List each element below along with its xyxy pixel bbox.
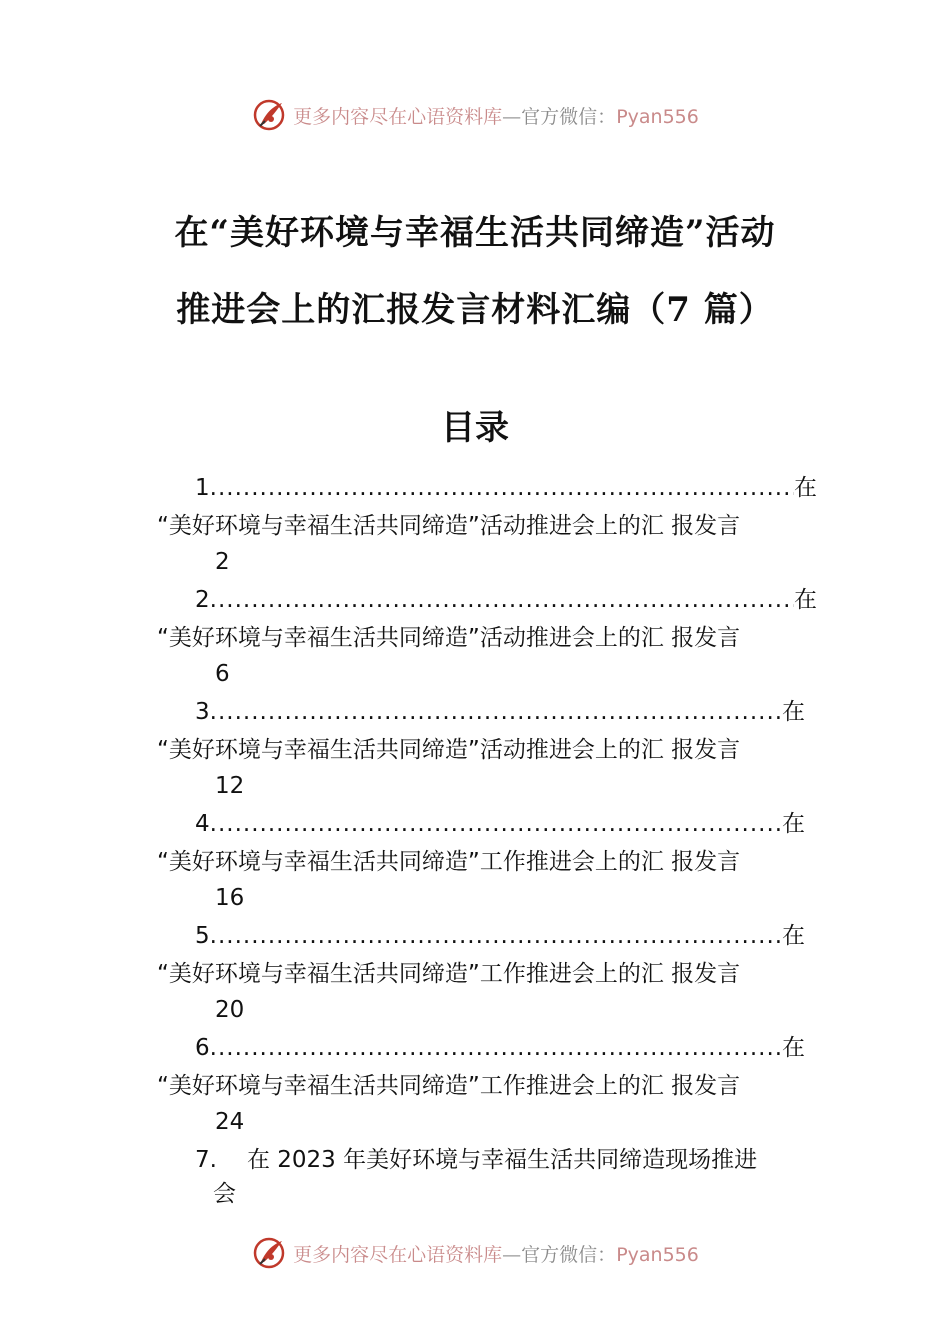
toc-entry-page: 2 <box>215 549 230 575</box>
header-banner <box>0 95 950 135</box>
toc-entry-number: 1 <box>195 475 210 501</box>
toc-entry-lead: 在 <box>782 699 805 725</box>
toc-entry[interactable] <box>0 694 950 806</box>
banner-wechat-id: Pyan556 <box>616 105 699 128</box>
toc-entry[interactable] <box>0 582 950 694</box>
banner-label: 官方微信： <box>521 105 617 128</box>
banner-separator: — <box>502 105 522 128</box>
toc-list <box>0 470 950 1222</box>
toc-entry-lead: 在 <box>782 811 805 837</box>
toc-entry-lead: 在 <box>782 923 805 949</box>
toc-entry-number: 5 <box>195 923 210 949</box>
toc-entry-title: “美好环境与幸福生活共同缔造”活动推进会上的汇 报发言 <box>157 737 741 763</box>
toc-entry-number: 7. <box>195 1147 217 1173</box>
toc-entry-number: 3 <box>195 699 210 725</box>
toc-entry-title: “美好环境与幸福生活共同缔造”工作推进会上的汇 报发言 <box>157 1073 741 1099</box>
toc-dot-leader <box>210 1030 782 1066</box>
toc-entry-page: 20 <box>215 997 245 1023</box>
toc-entry-title: “美好环境与幸福生活共同缔造”工作推进会上的汇 报发言 <box>157 849 741 875</box>
toc-entry-title: “美好环境与幸福生活共同缔造”工作推进会上的汇 报发言 <box>157 961 741 987</box>
toc-heading: 目录 <box>441 408 509 448</box>
document-title-line1: 在“美好环境与幸福生活共同缔造”活动 <box>174 213 776 253</box>
toc-dot-leader <box>210 470 794 506</box>
toc-entry-title-wrap: 会 <box>213 1181 236 1207</box>
banner-label: 官方微信： <box>521 1243 617 1266</box>
footer-banner <box>0 1233 950 1273</box>
toc-entry-title: “美好环境与幸福生活共同缔造”活动推进会上的汇 报发言 <box>157 513 741 539</box>
banner-wechat-id: Pyan556 <box>616 1243 699 1266</box>
banner-text: 更多内容尽在心语资料库 <box>293 1243 503 1266</box>
banner-text: 更多内容尽在心语资料库 <box>293 105 503 128</box>
toc-entry-title: 在 2023 年美好环境与幸福生活共同缔造现场推进 <box>246 1147 758 1173</box>
toc-entry-lead: 在 <box>782 1035 805 1061</box>
toc-entry-number: 4 <box>195 811 210 837</box>
toc-entry-page: 16 <box>215 885 245 911</box>
toc-entry-page: 12 <box>215 773 245 799</box>
toc-dot-leader <box>210 806 782 842</box>
toc-entry[interactable] <box>0 918 950 1030</box>
toc-entry[interactable] <box>0 1142 950 1222</box>
banner-separator: — <box>502 1243 522 1266</box>
toc-entry-title: “美好环境与幸福生活共同缔造”活动推进会上的汇 报发言 <box>157 625 741 651</box>
toc-dot-leader <box>210 582 794 618</box>
quill-logo-icon <box>251 1235 287 1271</box>
toc-entry-number: 6 <box>195 1035 210 1061</box>
toc-entry[interactable] <box>0 470 950 582</box>
toc-entry[interactable] <box>0 1030 950 1142</box>
toc-dot-leader <box>210 918 782 954</box>
toc-entry-lead: 在 <box>794 587 817 613</box>
quill-logo-icon <box>251 97 287 133</box>
toc-entry-page: 24 <box>215 1109 245 1135</box>
toc-entry-number: 2 <box>195 587 210 613</box>
toc-entry-lead: 在 <box>794 475 817 501</box>
toc-dot-leader <box>210 694 782 730</box>
document-title-line2: 推进会上的汇报发言材料汇编（7 篇） <box>176 290 774 330</box>
toc-entry-page: 6 <box>215 661 230 687</box>
toc-entry[interactable] <box>0 806 950 918</box>
